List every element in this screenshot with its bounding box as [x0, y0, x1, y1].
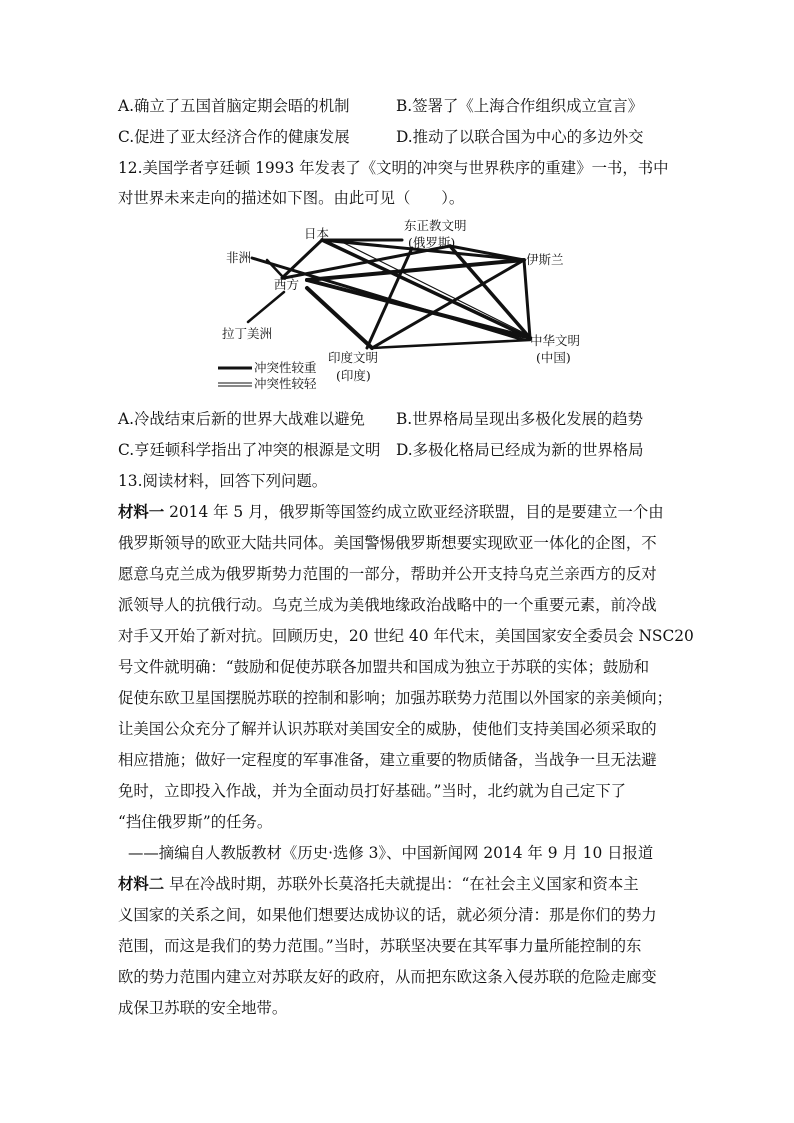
material1-line-2: 俄罗斯领导的欧亚大陆共同体。美国警惕俄罗斯想要实现欧亚一体化的企图，不	[118, 534, 657, 552]
material2-line-2: 义国家的关系之间，如果他们想要达成协议的话，就必须分清：那是你们的势力	[118, 906, 657, 924]
node-africa: 非洲	[226, 250, 252, 265]
material1-line-7: 促使东欧卫星国摆脱苏联的控制和影响；加强苏联势力范围以外国家的亲美倾向；	[118, 689, 673, 707]
node-japan: 日本	[304, 226, 330, 241]
node-islam: 伊斯兰	[526, 252, 564, 267]
material2-line-3: 范围，而这是我们的势力范围。”当时，苏联坚决要在其军事力量所能控制的东	[118, 937, 642, 955]
node-west: 西方	[274, 277, 300, 292]
material1-line-8: 让美国公众充分了解并认识苏联对美国安全的威胁，使他们支持美国必须采取的	[118, 720, 657, 738]
node-latin-america: 拉丁美洲	[222, 326, 273, 341]
q12-stem-line2: 对世界未来走向的描述如下图。由此可见（ ）。	[118, 189, 465, 207]
material-source: ——摘编自人教版教材《历史·选修 3》、中国新闻网 2014 年 9 月 10 日报道	[128, 844, 654, 862]
material1-line-11: “挡住俄罗斯”的任务。	[118, 813, 273, 831]
diagram-heavy-lines	[248, 240, 530, 348]
material1-line-5: 对手又开始了新对抗。回顾历史，20 世纪 40 年代末，美国国家安全委员会 NSC20	[118, 627, 694, 645]
material1-line-9: 相应措施；做好一定程度的军事准备，建立重要的物质储备，当战争一旦无法避	[118, 751, 657, 769]
material1-line-10: 免时，立即投入作战，并为全面动员打好基础。”当时，北约就为自己定下了	[118, 782, 627, 800]
material2-label: 材料二	[118, 875, 165, 893]
node-india-line1: 印度文明	[328, 350, 379, 365]
legend-heavy-label: 冲突性较重	[254, 360, 317, 375]
material1-line-4: 派领导人的抗俄行动。乌克兰成为美俄地缘政治战略中的一个重要元素，前冷战	[118, 596, 657, 614]
material2-line-5: 成保卫苏联的安全地带。	[118, 999, 288, 1017]
q11-option-b: B.签署了《上海合作组织成立宣言》	[396, 97, 644, 115]
material1-label: 材料一	[118, 503, 165, 521]
civilization-conflict-diagram	[212, 218, 592, 390]
q11-option-a: A.确立了五国首脑定期会晤的机制	[118, 97, 350, 115]
node-china-line1: 中华文明	[530, 333, 581, 348]
material1-line-3: 愿意乌克兰成为俄罗斯势力范围的一部分，帮助并公开支持乌克兰亲西方的反对	[118, 565, 657, 583]
node-china-line2: (中国)	[536, 350, 571, 365]
material2-text-1: 早在冷战时期，苏联外长莫洛托夫就提出：“在社会主义国家和资本主	[164, 875, 639, 893]
material2-line-1	[118, 873, 639, 895]
material1-text-1: 2014 年 5 月，俄罗斯等国签约成立欧亚经济联盟，目的是要建立一个由	[164, 503, 664, 521]
q11-option-d: D.推动了以联合国为中心的多边外交	[396, 128, 644, 146]
node-india-line2: (印度)	[336, 368, 371, 383]
q12-option-a: A.冷战结束后新的世界大战难以避免	[118, 410, 365, 428]
q12-option-b: B.世界格局呈现出多极化发展的趋势	[396, 410, 644, 428]
q12-option-d: D.多极化格局已经成为新的世界格局	[396, 441, 644, 459]
material2-line-4: 欧的势力范围内建立对苏联友好的政府，从而把东欧这条入侵苏联的危险走廊变	[118, 968, 657, 986]
legend-light-label: 冲突性较轻	[254, 376, 317, 390]
material1-line-1	[118, 501, 664, 523]
node-orthodox-line1: 东正教文明	[404, 218, 467, 233]
q12-option-c: C.亨廷顿科学指出了冲突的根源是文明	[118, 441, 381, 459]
q12-stem-line1: 12.美国学者亨廷顿 1993 年发表了《文明的冲突与世界秩序的重建》一书，书中	[118, 159, 669, 177]
material1-line-6: 号文件就明确：“鼓励和促使苏联各加盟共和国成为独立于苏联的实体；鼓励和	[118, 658, 650, 676]
node-orthodox-line2: (俄罗斯)	[408, 235, 456, 250]
q13-stem: 13.阅读材料，回答下列问题。	[118, 472, 328, 490]
q11-option-c: C.促进了亚太经济合作的健康发展	[118, 128, 350, 146]
